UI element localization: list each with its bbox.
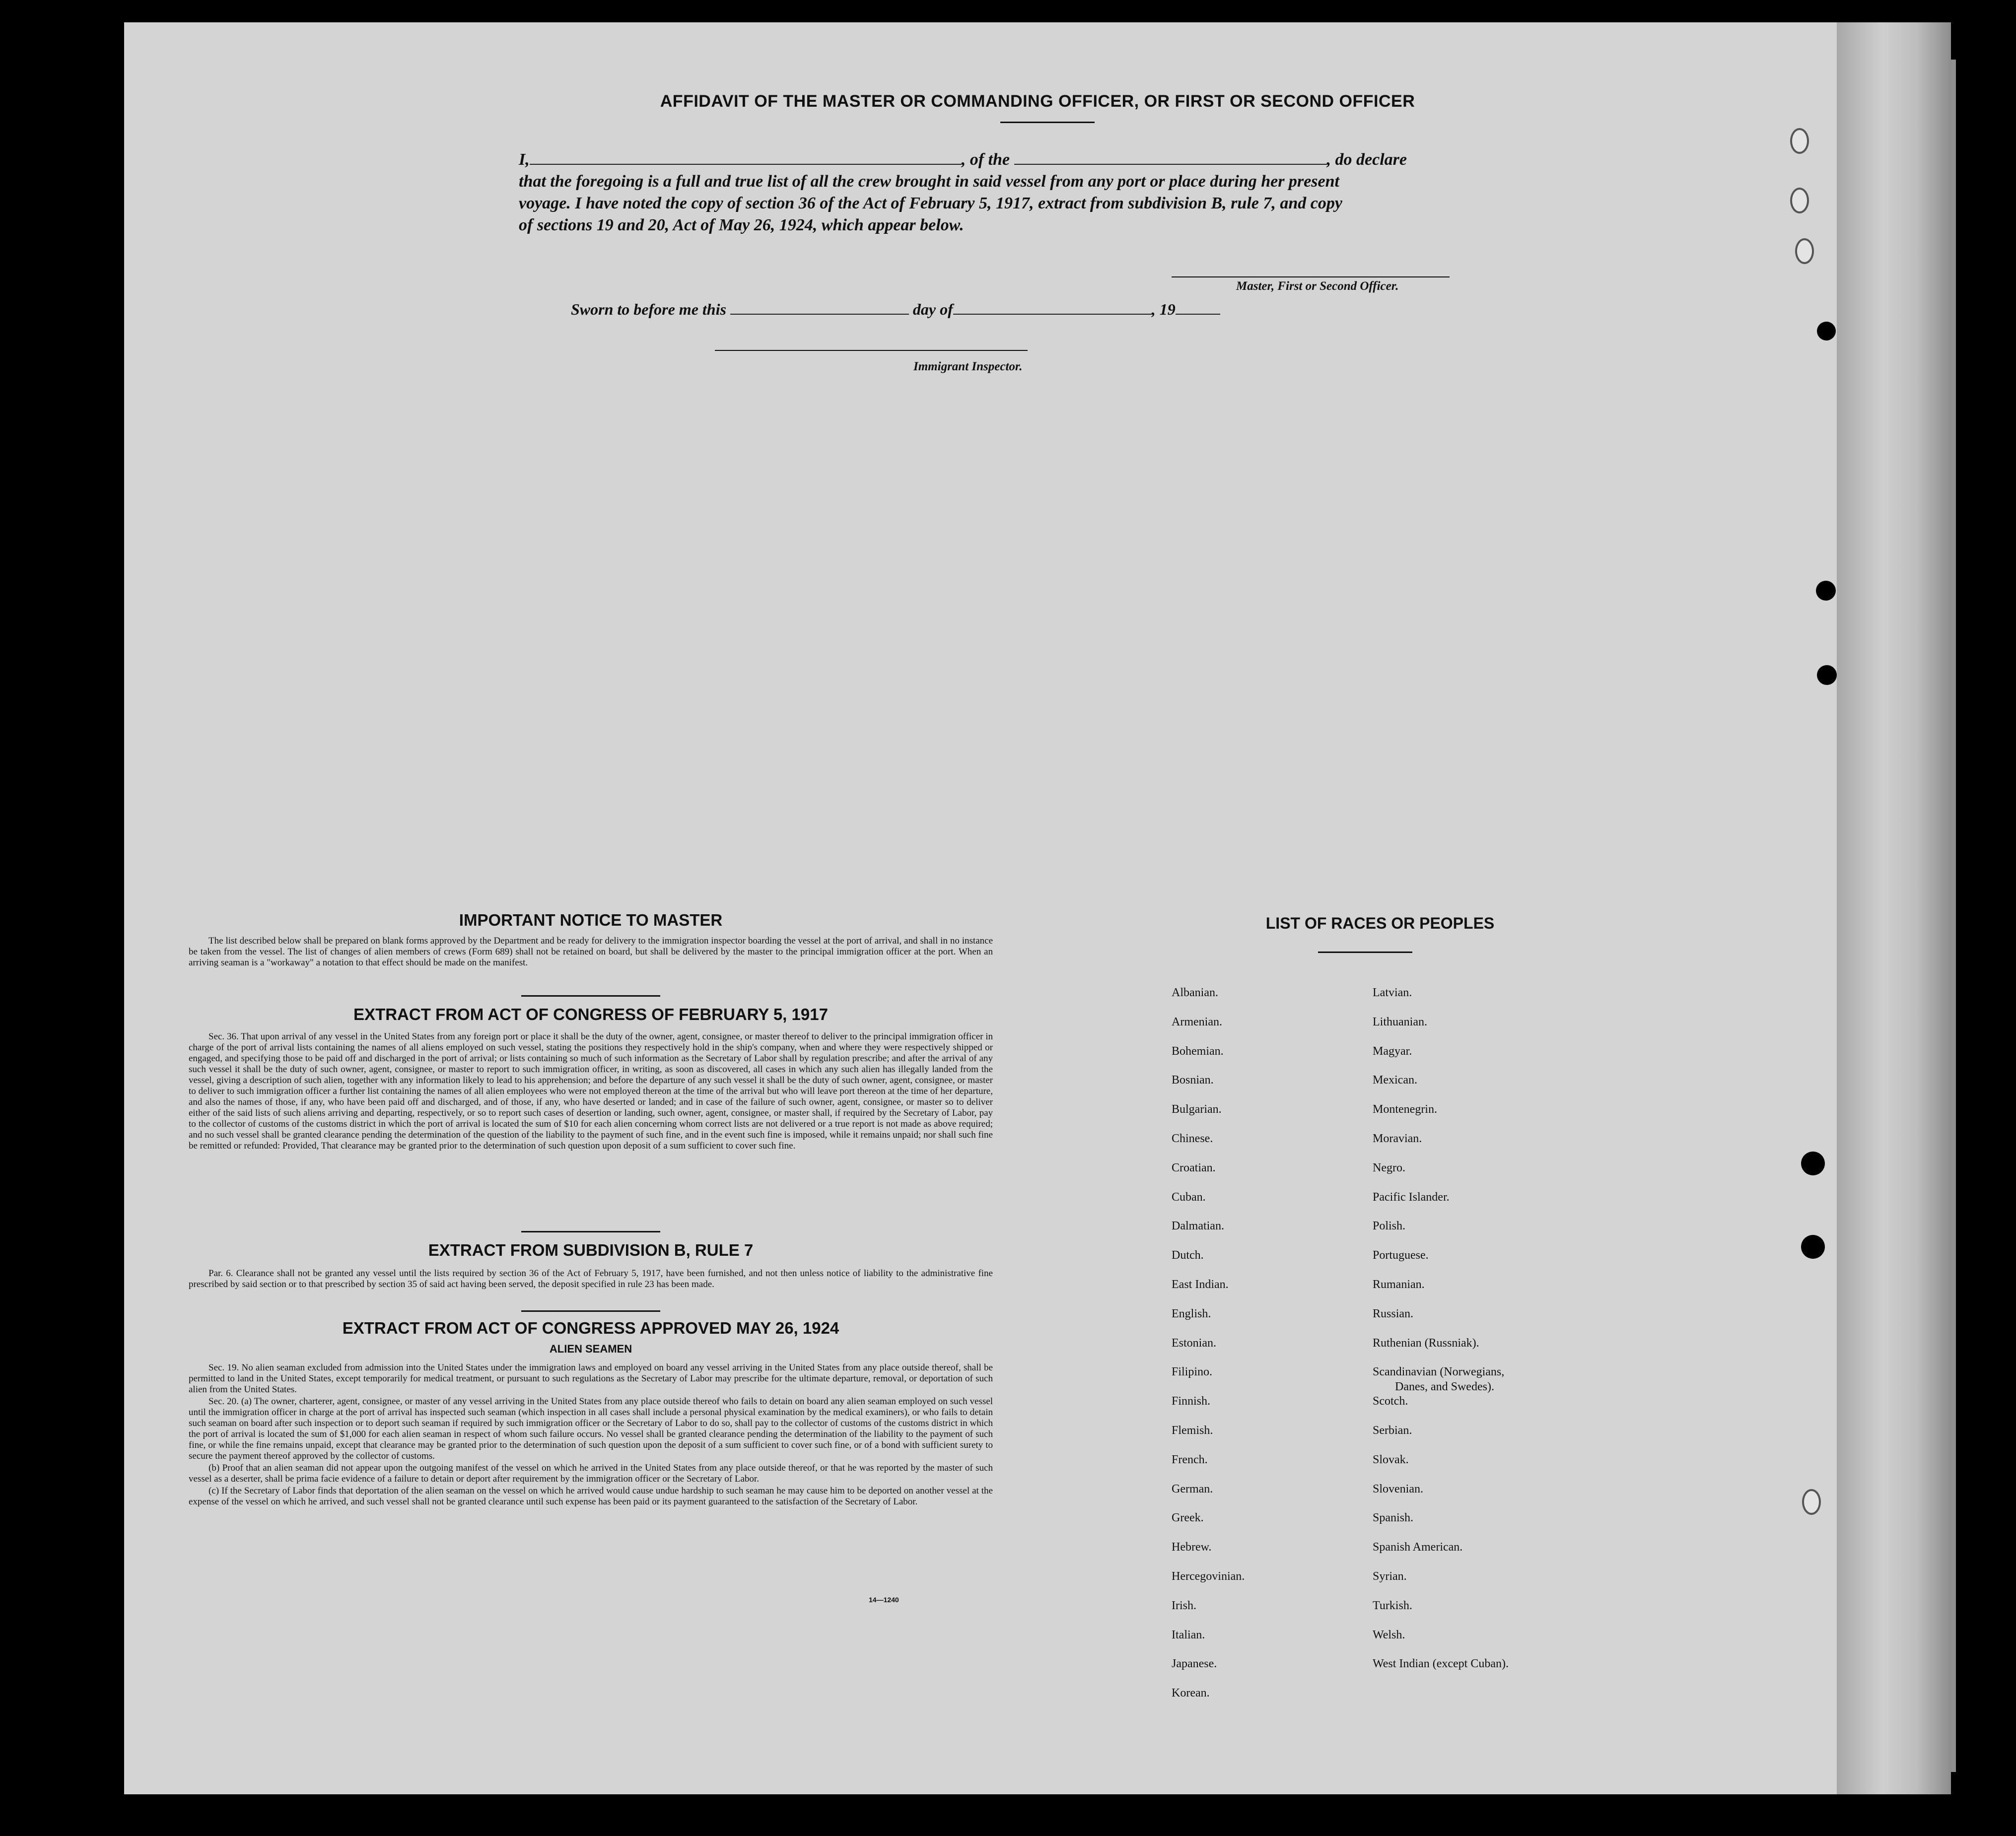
race-item: Polish. xyxy=(1373,1220,1406,1233)
officer-name-field[interactable] xyxy=(530,164,962,165)
race-item: Hercegovinian. xyxy=(1172,1570,1245,1583)
extract-1924-title: EXTRACT FROM ACT OF CONGRESS APPROVED MAY 26, 1924 xyxy=(342,1319,839,1337)
title-rule xyxy=(1000,122,1095,123)
race-item: Hebrew. xyxy=(1172,1541,1212,1554)
race-item: Dutch. xyxy=(1172,1249,1204,1262)
race-item: Scotch. xyxy=(1373,1395,1408,1408)
binder-hole xyxy=(1801,1152,1825,1175)
extract-1917-title: EXTRACT FROM ACT OF CONGRESS OF FEBRUARY 5, 1917 xyxy=(353,1005,828,1023)
affidavit-line-2: that the foregoing is a full and true list of all the crew brought in said vessel from any port or place during her present xyxy=(519,172,1339,191)
race-item: East Indian. xyxy=(1172,1278,1229,1291)
section-36-paragraph: Sec. 36. That upon arrival of any vessel in the United States from any foreign port or place it shall be the duty of the owner, agent, consignee, or master thereof to deliver to the principal immigration officer in charge of the port of arrival lists containing the names of all aliens employed on such vessel, stating the positions they respectively hold in the ship's company, when and where they were respectively shipped or engaged, and specifying those to be paid off and discharged in the port of arrival; or lists containing so much of such information as the Secretary of Labor shall by regulation prescribe; and after the arrival of any such vessel it shall be the duty of such owner, agent, consignee, or master to report to such immigration officer, in writing, as soon as discovered, all cases in which any such alien has illegally landed from the vessel, giving a description of such alien, together with any information likely to lead to his apprehension; and before the departure of any such vessel it shall be the duty of such owner, agent, consignee, or master to deliver to such immigration officer a further list containing the names of all alien employees who were not employed thereon at the time of the arrival but who will leave port thereon at the time of her departure, and also the names of those, if any, who have been paid off and discharged, and of those, if any, who have deserted or landed; and in case of the failure of such owner, agent, consignee, or master so to deliver either of the said lists of such aliens arriving and departing, respectively, or so to report such cases of desertion or landing, such owner, agent, consignee, or master shall, if required by the Secretary of Labor, pay to the collector of customs of the customs district in which the port of arrival is located the sum of $10 for each alien concerning whom correct lists are not delivered or a true report is not made as above required; and no such vessel shall be granted clearance pending the determination of the question of the liability to the payment of such fine, and in the event such fine is imposed, while it remains unpaid; nor shall such fine be remitted or refunded: Provided, That clearance may be granted prior to the determination of such question upon deposit of a sum sufficient to cover such fine. xyxy=(189,1031,993,1151)
sworn-year-field[interactable] xyxy=(1176,314,1220,315)
binder-hole xyxy=(44,670,68,694)
section-19-paragraph: Sec. 19. No alien seaman excluded from admission into the United States under the immigration laws and employed on board any vessel arriving in the United States from any place outside thereof, shall be permitted to land in the United States, except temporarily for medical treatment, or pursuant to such regulations as the Secretary of Labor may prescribe for the ultimate departure, removal, or deportation of such alien from the United States. xyxy=(189,1362,993,1395)
extract-1924-text xyxy=(189,1362,993,1508)
race-item: Spanish American. xyxy=(1373,1541,1463,1554)
race-item: Slovak. xyxy=(1373,1453,1409,1466)
binder-hole xyxy=(45,1161,69,1185)
divider-rule xyxy=(521,1310,660,1312)
notice-paragraph: The list described below shall be prepared on blank forms approved by the Department and be ready for delivery to the immigration inspector boarding the vessel at the port of arrival, and shall in no instance be taken from the vessel. The list of changes of alien members of crews (Form 689) shall not be retained on board, but shall be delivered by the master to the principal immigration officer at the port. When an arriving seaman is a "workaway" a notation to that effect should be made on the manifest. xyxy=(189,936,993,968)
section-20c-paragraph: (c) If the Secretary of Labor finds that deportation of the alien seaman on the vessel on which he arrived would cause undue hardship to such seaman he may cause him to be deported on another vessel at the expense of the vessel on which he arrived, and such vessel shall not be granted clearance until such expense has been paid or its payment guaranteed to the satisfaction of the Secretary of Labor. xyxy=(189,1486,993,1507)
year-label: , 19 xyxy=(1151,300,1176,318)
race-item: Korean. xyxy=(1172,1687,1210,1700)
race-item: Slovenian. xyxy=(1373,1482,1423,1496)
race-item: Finnish. xyxy=(1172,1395,1211,1408)
race-item: Flemish. xyxy=(1172,1424,1213,1437)
sworn-line xyxy=(571,300,1220,319)
race-item: Ruthenian (Russniak). xyxy=(1373,1336,1479,1350)
race-item: German. xyxy=(1172,1482,1213,1496)
rule-7-text xyxy=(189,1268,993,1291)
binder-ring xyxy=(1795,238,1814,264)
race-item: English. xyxy=(1172,1307,1211,1320)
race-item: Rumanian. xyxy=(1373,1278,1425,1291)
declare-label: , do declare xyxy=(1326,150,1407,169)
race-item: Welsh. xyxy=(1373,1628,1405,1641)
paragraph-6: Par. 6. Clearance shall not be granted any vessel until the lists required by section 36 of the Act of February 5, 1917, have been furnished, and not then unless notice of liability to the administrative fine prescribed by said section or to that prescribed by section 35 of said act having been served, the deposit specified in rule 23 has been made. xyxy=(189,1268,993,1290)
inspector-signature-line[interactable] xyxy=(715,350,1028,351)
alien-seamen-subtitle: ALIEN SEAMEN xyxy=(549,1343,632,1355)
race-item: Armenian. xyxy=(1172,1015,1222,1028)
of-the-label: , of the xyxy=(961,150,1010,169)
race-item: Danes, and Swedes). xyxy=(1395,1380,1494,1394)
binder-hole xyxy=(1801,1235,1825,1259)
binder-hole xyxy=(1817,322,1836,340)
divider-rule xyxy=(521,995,660,997)
notice-title: IMPORTANT NOTICE TO MASTER xyxy=(459,911,723,929)
race-item: Italian. xyxy=(1172,1628,1205,1641)
day-of-label: day of xyxy=(912,300,953,318)
race-item: French. xyxy=(1172,1453,1208,1466)
i-label: I, xyxy=(519,150,530,169)
affidavit-line-1 xyxy=(519,149,1809,171)
binder-hole xyxy=(45,1241,69,1265)
form-page xyxy=(124,22,1951,1794)
sworn-month-field[interactable] xyxy=(953,314,1152,315)
binder-hole xyxy=(1817,665,1837,685)
races-title: LIST OF RACES OR PEOPLES xyxy=(1265,914,1495,932)
affidavit-line-3: voyage. I have noted the copy of section 36 of the Act of February 5, 1917, extract from subdivision B, rule 7, and copy xyxy=(519,194,1342,212)
page-fold-shadow xyxy=(1837,22,1951,1794)
race-item: Albanian. xyxy=(1172,986,1218,999)
race-item: Estonian. xyxy=(1172,1336,1216,1350)
race-item: Turkish. xyxy=(1373,1599,1412,1612)
race-item: Pacific Islander. xyxy=(1373,1190,1450,1204)
race-item: Dalmatian. xyxy=(1172,1220,1224,1233)
races-title-rule xyxy=(1318,952,1412,953)
divider-rule xyxy=(521,1231,660,1232)
race-item: Latvian. xyxy=(1373,986,1412,999)
race-item: Filipino. xyxy=(1172,1365,1213,1379)
affidavit-text xyxy=(519,149,1809,236)
binder-hole xyxy=(44,590,68,613)
race-item: Japanese. xyxy=(1172,1657,1217,1671)
inspector-label: Immigrant Inspector. xyxy=(913,360,1023,373)
binder-hole xyxy=(36,334,60,357)
race-item: Mexican. xyxy=(1373,1074,1417,1087)
race-item: Chinese. xyxy=(1172,1132,1213,1145)
master-signature-label: Master, First or Second Officer. xyxy=(1236,279,1399,293)
race-item: Cuban. xyxy=(1172,1190,1206,1204)
vessel-name-field[interactable] xyxy=(1014,164,1327,165)
binder-hole xyxy=(1816,581,1836,601)
binder-ring xyxy=(1790,188,1809,213)
sworn-label: Sworn to before me this xyxy=(571,300,726,318)
section-20a-paragraph: Sec. 20. (a) The owner, charterer, agent, consignee, or master of any vessel arriving in the United States from any place outside thereof who fails to detain on board any alien seaman employed on such vessel until the immigration officer in charge at the port of arrival has inspected such seaman (which inspection in all cases shall include a personal physical examination by the medical examiners), or who fails to detain such seaman on board after such inspection or to deport such seaman if required by such immigration officer or the Secretary of Labor to do so, shall pay to the collector of customs of the customs district in which the port of arrival is located the sum of $1,000 for each alien seaman in respect of whom such failure occurs. No vessel shall be granted clearance pending the determination of the liability to the payment of such fine, or while the fine remains unpaid, except that clearance may be granted prior to the determination of such question upon the deposit of a sum sufficient to cover such fine, or of a bond with sufficient surety to secure the payment thereof approved by the collector of customs. xyxy=(189,1396,993,1461)
race-item: Moravian. xyxy=(1373,1132,1422,1145)
race-item: Bosnian. xyxy=(1172,1074,1214,1087)
race-item: Portuguese. xyxy=(1373,1249,1429,1262)
race-item: West Indian (except Cuban). xyxy=(1373,1657,1509,1671)
race-item: Bohemian. xyxy=(1172,1044,1224,1058)
race-item: Croatian. xyxy=(1172,1161,1216,1174)
race-item: Syrian. xyxy=(1373,1570,1407,1583)
notice-text xyxy=(189,936,993,969)
race-item: Greek. xyxy=(1172,1511,1204,1525)
race-item: Spanish. xyxy=(1373,1511,1414,1525)
binder-ring xyxy=(1790,128,1809,154)
binder-ring xyxy=(1802,1489,1821,1515)
race-item: Magyar. xyxy=(1373,1044,1412,1058)
affidavit-line-4: of sections 19 and 20, Act of May 26, 1924, which appear below. xyxy=(519,216,964,234)
rule-7-title: EXTRACT FROM SUBDIVISION B, RULE 7 xyxy=(428,1241,754,1259)
race-item: Russian. xyxy=(1373,1307,1414,1320)
master-signature-line[interactable] xyxy=(1172,276,1450,277)
race-item: Lithuanian. xyxy=(1373,1015,1427,1028)
sworn-day-field[interactable] xyxy=(730,314,909,315)
race-item: Serbian. xyxy=(1373,1424,1412,1437)
extract-1917-text xyxy=(189,1031,993,1153)
race-item: Bulgarian. xyxy=(1172,1103,1222,1116)
section-20b-paragraph: (b) Proof that an alien seaman did not appear upon the outgoing manifest of the vessel on which he arrived in the United States from any place outside thereof, or that he was reported by the master of such vessel as a deserter, shall be prima facie evidence of a failure to detain or deport after requirement by the immigration officer or the Secretary of Labor. xyxy=(189,1463,993,1484)
race-item: Irish. xyxy=(1172,1599,1196,1612)
race-item: Scandinavian (Norwegians, xyxy=(1373,1365,1505,1379)
race-item: Montenegrin. xyxy=(1373,1103,1437,1116)
form-number: 14—1240 xyxy=(869,1596,899,1604)
race-item: Negro. xyxy=(1373,1161,1405,1174)
affidavit-title: AFFIDAVIT OF THE MASTER OR COMMANDING OFFICER, OR FIRST OR SECOND OFFICER xyxy=(660,92,1415,111)
